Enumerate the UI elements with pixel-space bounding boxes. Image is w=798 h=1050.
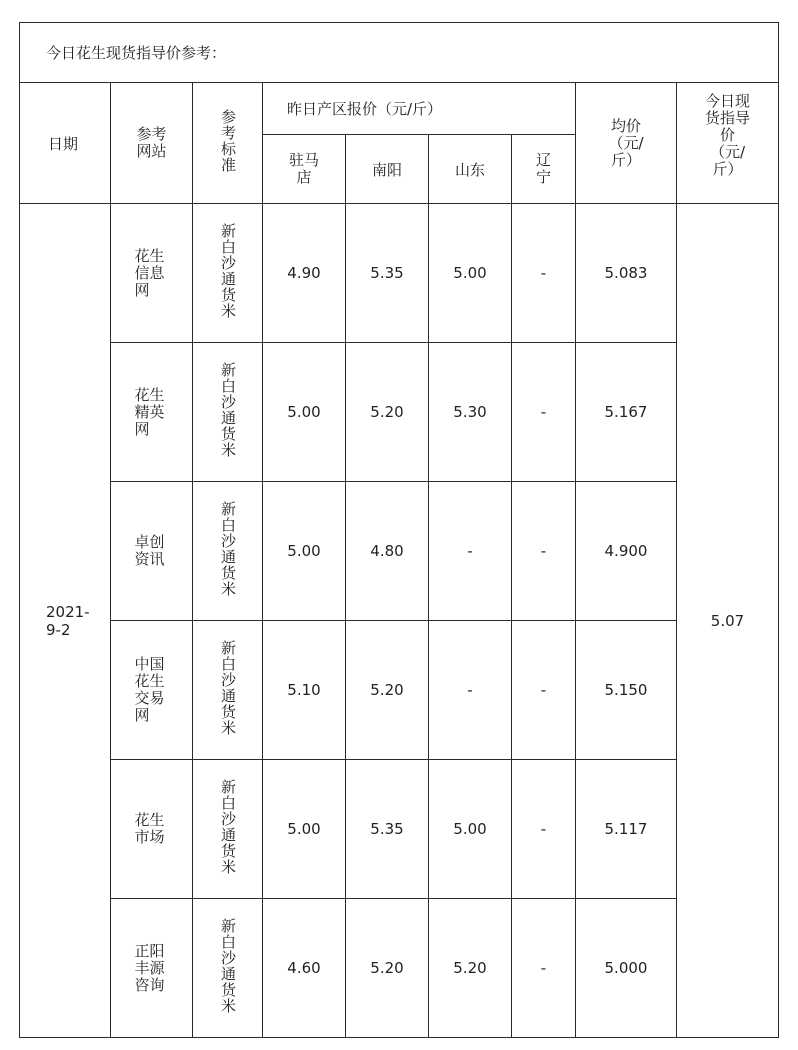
shandong-price: 5.30	[429, 343, 512, 482]
nanyang-price: 5.35	[346, 760, 429, 899]
zhumadian-price: 5.00	[263, 343, 346, 482]
average-price: 5.000	[576, 899, 677, 1038]
site-cell: 花生信息网	[111, 204, 193, 343]
date-cell: 2021-9-2	[20, 204, 111, 1038]
standard-cell: 新白沙通货米	[193, 204, 263, 343]
nanyang-price: 5.20	[346, 621, 429, 760]
average-price: 5.117	[576, 760, 677, 899]
liaoning-price: -	[512, 204, 576, 343]
standard-cell: 新白沙通货米	[193, 899, 263, 1038]
header-region-liaoning: 辽宁	[512, 135, 576, 204]
liaoning-price: -	[512, 621, 576, 760]
liaoning-price: -	[512, 760, 576, 899]
header-region-zhumadian: 驻马店	[263, 135, 346, 204]
table-row	[20, 482, 779, 621]
zhumadian-price: 5.00	[263, 760, 346, 899]
guide-price-cell: 5.07	[677, 204, 779, 1038]
site-cell: 卓创资讯	[111, 482, 193, 621]
header-region-nanyang: 南阳	[346, 135, 429, 204]
zhumadian-price: 4.60	[263, 899, 346, 1038]
header-date: 日期	[20, 83, 111, 204]
liaoning-price: -	[512, 343, 576, 482]
site-cell: 花生精英网	[111, 343, 193, 482]
liaoning-price: -	[512, 899, 576, 1038]
zhumadian-price: 4.90	[263, 204, 346, 343]
average-price: 5.150	[576, 621, 677, 760]
header-region-shandong: 山东	[429, 135, 512, 204]
standard-cell: 新白沙通货米	[193, 621, 263, 760]
price-table	[19, 22, 779, 1038]
nanyang-price: 5.35	[346, 204, 429, 343]
average-price: 5.167	[576, 343, 677, 482]
liaoning-price: -	[512, 482, 576, 621]
table-row	[20, 204, 779, 343]
site-cell: 中国花生交易网	[111, 621, 193, 760]
header-standard: 参考标准	[193, 83, 263, 204]
shandong-price: 5.20	[429, 899, 512, 1038]
zhumadian-price: 5.10	[263, 621, 346, 760]
shandong-price: -	[429, 482, 512, 621]
header-guide-price: 今日现货指导价（元/斤）	[677, 83, 779, 204]
standard-cell: 新白沙通货米	[193, 760, 263, 899]
site-cell: 花生市场	[111, 760, 193, 899]
zhumadian-price: 5.00	[263, 482, 346, 621]
nanyang-price: 4.80	[346, 482, 429, 621]
header-site: 参考网站	[111, 83, 193, 204]
shandong-price: 5.00	[429, 204, 512, 343]
average-price: 4.900	[576, 482, 677, 621]
header-yesterday-quotes: 昨日产区报价（元/斤）	[263, 83, 576, 135]
shandong-price: -	[429, 621, 512, 760]
average-price: 5.083	[576, 204, 677, 343]
table-row	[20, 760, 779, 899]
shandong-price: 5.00	[429, 760, 512, 899]
table-title: 今日花生现货指导价参考：	[20, 23, 779, 83]
standard-cell: 新白沙通货米	[193, 343, 263, 482]
nanyang-price: 5.20	[346, 343, 429, 482]
table-row	[20, 899, 779, 1038]
table-row	[20, 343, 779, 482]
header-average: 均价（元/斤）	[576, 83, 677, 204]
site-cell: 正阳丰源咨询	[111, 899, 193, 1038]
standard-cell: 新白沙通货米	[193, 482, 263, 621]
table-row	[20, 621, 779, 760]
nanyang-price: 5.20	[346, 899, 429, 1038]
